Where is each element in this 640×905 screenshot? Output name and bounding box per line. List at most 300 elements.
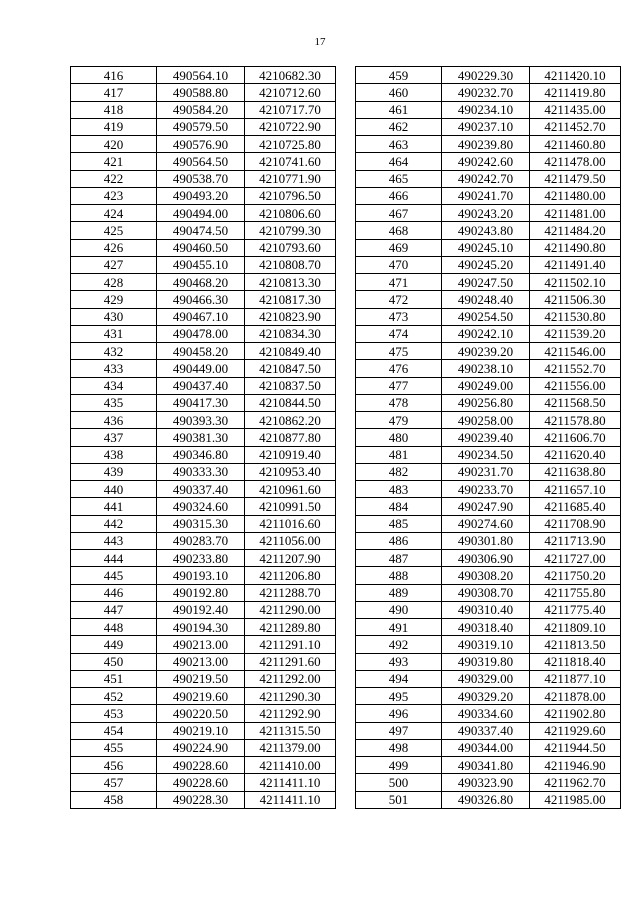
x-coordinate-cell: 490231.70 <box>442 463 530 480</box>
x-coordinate-cell: 490478.00 <box>157 325 245 342</box>
y-coordinate-cell: 4211502.10 <box>530 274 621 291</box>
y-coordinate-cell: 4210877.80 <box>245 429 336 446</box>
table-row <box>356 308 621 325</box>
table-row <box>356 67 621 84</box>
x-coordinate-cell: 490194.30 <box>157 619 245 636</box>
table-row <box>71 291 336 308</box>
y-coordinate-cell: 4210806.60 <box>245 205 336 222</box>
point-number-cell: 422 <box>71 170 157 187</box>
y-coordinate-cell: 4211419.80 <box>530 84 621 101</box>
y-coordinate-cell: 4211379.00 <box>245 739 336 756</box>
table-body-left <box>71 67 336 809</box>
table-row <box>356 429 621 446</box>
x-coordinate-cell: 490466.30 <box>157 291 245 308</box>
point-number-cell: 418 <box>71 101 157 118</box>
point-number-cell: 463 <box>356 136 442 153</box>
table-row <box>71 394 336 411</box>
table-row <box>356 550 621 567</box>
x-coordinate-cell: 490239.80 <box>442 136 530 153</box>
x-coordinate-cell: 490192.80 <box>157 584 245 601</box>
y-coordinate-cell: 4211292.00 <box>245 670 336 687</box>
point-number-cell: 441 <box>71 498 157 515</box>
point-number-cell: 453 <box>71 705 157 722</box>
table-row <box>71 118 336 135</box>
point-number-cell: 426 <box>71 239 157 256</box>
y-coordinate-cell: 4211929.60 <box>530 722 621 739</box>
point-number-cell: 500 <box>356 774 442 791</box>
table-row <box>71 705 336 722</box>
y-coordinate-cell: 4210808.70 <box>245 256 336 273</box>
y-coordinate-cell: 4211206.80 <box>245 567 336 584</box>
point-number-cell: 458 <box>71 791 157 808</box>
point-number-cell: 456 <box>71 757 157 774</box>
y-coordinate-cell: 4211775.40 <box>530 601 621 618</box>
table-row <box>356 256 621 273</box>
point-number-cell: 427 <box>71 256 157 273</box>
y-coordinate-cell: 4210799.30 <box>245 222 336 239</box>
table-row <box>71 101 336 118</box>
point-number-cell: 484 <box>356 498 442 515</box>
x-coordinate-cell: 490344.00 <box>442 739 530 756</box>
x-coordinate-cell: 490234.50 <box>442 446 530 463</box>
point-number-cell: 448 <box>71 619 157 636</box>
y-coordinate-cell: 4211506.30 <box>530 291 621 308</box>
x-coordinate-cell: 490242.10 <box>442 325 530 342</box>
x-coordinate-cell: 490242.70 <box>442 170 530 187</box>
table-row <box>71 619 336 636</box>
y-coordinate-cell: 4210823.90 <box>245 308 336 325</box>
table-row <box>356 705 621 722</box>
x-coordinate-cell: 490455.10 <box>157 256 245 273</box>
x-coordinate-cell: 490493.20 <box>157 187 245 204</box>
table-row <box>356 377 621 394</box>
page-number: 17 <box>314 36 326 48</box>
x-coordinate-cell: 490247.50 <box>442 274 530 291</box>
point-number-cell: 455 <box>71 739 157 756</box>
table-row <box>71 84 336 101</box>
point-number-cell: 449 <box>71 636 157 653</box>
point-number-cell: 450 <box>71 653 157 670</box>
table-row <box>356 757 621 774</box>
point-number-cell: 432 <box>71 343 157 360</box>
table-row <box>356 619 621 636</box>
point-number-cell: 442 <box>71 515 157 532</box>
table-row <box>71 325 336 342</box>
y-coordinate-cell: 4210712.60 <box>245 84 336 101</box>
x-coordinate-cell: 490224.90 <box>157 739 245 756</box>
table-row <box>356 498 621 515</box>
x-coordinate-cell: 490393.30 <box>157 412 245 429</box>
table-row <box>71 377 336 394</box>
table-row <box>356 584 621 601</box>
table-row <box>356 274 621 291</box>
y-coordinate-cell: 4211539.20 <box>530 325 621 342</box>
table-row <box>71 722 336 739</box>
y-coordinate-cell: 4211452.70 <box>530 118 621 135</box>
table-row <box>356 481 621 498</box>
table-row <box>71 550 336 567</box>
y-coordinate-cell: 4211481.00 <box>530 205 621 222</box>
x-coordinate-cell: 490308.70 <box>442 584 530 601</box>
table-row <box>71 360 336 377</box>
x-coordinate-cell: 490319.10 <box>442 636 530 653</box>
y-coordinate-cell: 4211435.00 <box>530 101 621 118</box>
x-coordinate-cell: 490538.70 <box>157 170 245 187</box>
y-coordinate-cell: 4211315.50 <box>245 722 336 739</box>
table-row <box>356 567 621 584</box>
y-coordinate-cell: 4211546.00 <box>530 343 621 360</box>
point-number-cell: 428 <box>71 274 157 291</box>
y-coordinate-cell: 4211530.80 <box>530 308 621 325</box>
point-number-cell: 425 <box>71 222 157 239</box>
x-coordinate-cell: 490241.70 <box>442 187 530 204</box>
y-coordinate-cell: 4211727.00 <box>530 550 621 567</box>
table-row <box>356 325 621 342</box>
y-coordinate-cell: 4211620.40 <box>530 446 621 463</box>
point-number-cell: 466 <box>356 187 442 204</box>
x-coordinate-cell: 490243.20 <box>442 205 530 222</box>
x-coordinate-cell: 490588.80 <box>157 84 245 101</box>
point-number-cell: 483 <box>356 481 442 498</box>
point-number-cell: 493 <box>356 653 442 670</box>
table-row <box>71 412 336 429</box>
table-row <box>71 205 336 222</box>
point-number-cell: 431 <box>71 325 157 342</box>
y-coordinate-cell: 4210834.30 <box>245 325 336 342</box>
point-number-cell: 461 <box>356 101 442 118</box>
x-coordinate-cell: 490239.20 <box>442 343 530 360</box>
point-number-cell: 439 <box>71 463 157 480</box>
point-number-cell: 498 <box>356 739 442 756</box>
table-row <box>71 688 336 705</box>
table-row <box>71 739 336 756</box>
x-coordinate-cell: 490576.90 <box>157 136 245 153</box>
y-coordinate-cell: 4211016.60 <box>245 515 336 532</box>
y-coordinate-cell: 4210953.40 <box>245 463 336 480</box>
point-number-cell: 468 <box>356 222 442 239</box>
point-number-cell: 434 <box>71 377 157 394</box>
table-row <box>71 670 336 687</box>
x-coordinate-cell: 490333.30 <box>157 463 245 480</box>
y-coordinate-cell: 4210771.90 <box>245 170 336 187</box>
x-coordinate-cell: 490245.20 <box>442 256 530 273</box>
table-row <box>356 722 621 739</box>
point-number-cell: 482 <box>356 463 442 480</box>
x-coordinate-cell: 490228.60 <box>157 757 245 774</box>
table-row <box>356 636 621 653</box>
x-coordinate-cell: 490334.60 <box>442 705 530 722</box>
point-number-cell: 488 <box>356 567 442 584</box>
table-body-right <box>356 67 621 809</box>
table-row <box>356 463 621 480</box>
table-row <box>356 84 621 101</box>
y-coordinate-cell: 4210793.60 <box>245 239 336 256</box>
y-coordinate-cell: 4211638.80 <box>530 463 621 480</box>
point-number-cell: 495 <box>356 688 442 705</box>
x-coordinate-cell: 490584.20 <box>157 101 245 118</box>
x-coordinate-cell: 490564.50 <box>157 153 245 170</box>
x-coordinate-cell: 490193.10 <box>157 567 245 584</box>
point-number-cell: 430 <box>71 308 157 325</box>
y-coordinate-cell: 4211411.10 <box>245 774 336 791</box>
table-row <box>356 532 621 549</box>
table-row <box>71 636 336 653</box>
y-coordinate-cell: 4211985.00 <box>530 791 621 808</box>
point-number-cell: 421 <box>71 153 157 170</box>
x-coordinate-cell: 490564.10 <box>157 67 245 84</box>
point-number-cell: 460 <box>356 84 442 101</box>
x-coordinate-cell: 490323.90 <box>442 774 530 791</box>
x-coordinate-cell: 490228.60 <box>157 774 245 791</box>
x-coordinate-cell: 490249.00 <box>442 377 530 394</box>
table-row <box>356 774 621 791</box>
point-number-cell: 464 <box>356 153 442 170</box>
y-coordinate-cell: 4211460.80 <box>530 136 621 153</box>
y-coordinate-cell: 4211809.10 <box>530 619 621 636</box>
table-row <box>356 515 621 532</box>
point-number-cell: 497 <box>356 722 442 739</box>
y-coordinate-cell: 4211420.10 <box>530 67 621 84</box>
y-coordinate-cell: 4210717.70 <box>245 101 336 118</box>
table-row <box>356 187 621 204</box>
y-coordinate-cell: 4211813.50 <box>530 636 621 653</box>
point-number-cell: 496 <box>356 705 442 722</box>
x-coordinate-cell: 490319.80 <box>442 653 530 670</box>
point-number-cell: 438 <box>71 446 157 463</box>
point-number-cell: 424 <box>71 205 157 222</box>
x-coordinate-cell: 490329.20 <box>442 688 530 705</box>
y-coordinate-cell: 4210722.90 <box>245 118 336 135</box>
x-coordinate-cell: 490326.80 <box>442 791 530 808</box>
table-row <box>356 739 621 756</box>
y-coordinate-cell: 4211657.10 <box>530 481 621 498</box>
point-number-cell: 423 <box>71 187 157 204</box>
x-coordinate-cell: 490242.60 <box>442 153 530 170</box>
table-row <box>356 101 621 118</box>
table-row <box>71 481 336 498</box>
x-coordinate-cell: 490219.50 <box>157 670 245 687</box>
point-number-cell: 477 <box>356 377 442 394</box>
x-coordinate-cell: 490458.20 <box>157 343 245 360</box>
y-coordinate-cell: 4210844.50 <box>245 394 336 411</box>
table-row <box>356 343 621 360</box>
y-coordinate-cell: 4210741.60 <box>245 153 336 170</box>
table-row <box>71 515 336 532</box>
table-row <box>71 757 336 774</box>
point-number-cell: 445 <box>71 567 157 584</box>
point-number-cell: 499 <box>356 757 442 774</box>
point-number-cell: 433 <box>71 360 157 377</box>
x-coordinate-cell: 490228.30 <box>157 791 245 808</box>
table-row <box>71 567 336 584</box>
table-row <box>71 239 336 256</box>
y-coordinate-cell: 4210813.30 <box>245 274 336 291</box>
y-coordinate-cell: 4211490.80 <box>530 239 621 256</box>
y-coordinate-cell: 4211962.70 <box>530 774 621 791</box>
table-row <box>71 774 336 791</box>
table-row <box>356 136 621 153</box>
x-coordinate-cell: 490494.00 <box>157 205 245 222</box>
y-coordinate-cell: 4210991.50 <box>245 498 336 515</box>
x-coordinate-cell: 490234.10 <box>442 101 530 118</box>
x-coordinate-cell: 490256.80 <box>442 394 530 411</box>
x-coordinate-cell: 490213.00 <box>157 653 245 670</box>
table-row <box>71 584 336 601</box>
x-coordinate-cell: 490474.50 <box>157 222 245 239</box>
point-number-cell: 436 <box>71 412 157 429</box>
y-coordinate-cell: 4210796.50 <box>245 187 336 204</box>
x-coordinate-cell: 490337.40 <box>157 481 245 498</box>
table-row <box>71 446 336 463</box>
y-coordinate-cell: 4211556.00 <box>530 377 621 394</box>
y-coordinate-cell: 4211207.90 <box>245 550 336 567</box>
table-row <box>71 463 336 480</box>
point-number-cell: 443 <box>71 532 157 549</box>
table-row <box>71 274 336 291</box>
x-coordinate-cell: 490232.70 <box>442 84 530 101</box>
x-coordinate-cell: 490219.60 <box>157 688 245 705</box>
x-coordinate-cell: 490417.30 <box>157 394 245 411</box>
point-number-cell: 471 <box>356 274 442 291</box>
x-coordinate-cell: 490467.10 <box>157 308 245 325</box>
y-coordinate-cell: 4211480.00 <box>530 187 621 204</box>
coordinates-table-right <box>355 66 621 809</box>
point-number-cell: 437 <box>71 429 157 446</box>
point-number-cell: 489 <box>356 584 442 601</box>
table-row <box>356 205 621 222</box>
x-coordinate-cell: 490243.80 <box>442 222 530 239</box>
y-coordinate-cell: 4211713.90 <box>530 532 621 549</box>
table-row <box>356 791 621 808</box>
table-row <box>356 688 621 705</box>
point-number-cell: 444 <box>71 550 157 567</box>
y-coordinate-cell: 4211902.80 <box>530 705 621 722</box>
x-coordinate-cell: 490229.30 <box>442 67 530 84</box>
x-coordinate-cell: 490310.40 <box>442 601 530 618</box>
point-number-cell: 462 <box>356 118 442 135</box>
y-coordinate-cell: 4211708.90 <box>530 515 621 532</box>
point-number-cell: 480 <box>356 429 442 446</box>
y-coordinate-cell: 4211818.40 <box>530 653 621 670</box>
x-coordinate-cell: 490460.50 <box>157 239 245 256</box>
y-coordinate-cell: 4210682.30 <box>245 67 336 84</box>
table-row <box>356 670 621 687</box>
point-number-cell: 492 <box>356 636 442 653</box>
coordinates-table-left <box>70 66 336 809</box>
y-coordinate-cell: 4210961.60 <box>245 481 336 498</box>
y-coordinate-cell: 4211056.00 <box>245 532 336 549</box>
x-coordinate-cell: 490579.50 <box>157 118 245 135</box>
x-coordinate-cell: 490337.40 <box>442 722 530 739</box>
point-number-cell: 457 <box>71 774 157 791</box>
y-coordinate-cell: 4211755.80 <box>530 584 621 601</box>
point-number-cell: 465 <box>356 170 442 187</box>
x-coordinate-cell: 490258.00 <box>442 412 530 429</box>
y-coordinate-cell: 4211289.80 <box>245 619 336 636</box>
point-number-cell: 446 <box>71 584 157 601</box>
table-row <box>356 153 621 170</box>
y-coordinate-cell: 4211491.40 <box>530 256 621 273</box>
x-coordinate-cell: 490237.10 <box>442 118 530 135</box>
table-row <box>356 360 621 377</box>
x-coordinate-cell: 490245.10 <box>442 239 530 256</box>
x-coordinate-cell: 490437.40 <box>157 377 245 394</box>
x-coordinate-cell: 490283.70 <box>157 532 245 549</box>
point-number-cell: 420 <box>71 136 157 153</box>
point-number-cell: 454 <box>71 722 157 739</box>
x-coordinate-cell: 490308.20 <box>442 567 530 584</box>
x-coordinate-cell: 490468.20 <box>157 274 245 291</box>
table-row <box>71 343 336 360</box>
y-coordinate-cell: 4211288.70 <box>245 584 336 601</box>
y-coordinate-cell: 4211877.10 <box>530 670 621 687</box>
point-number-cell: 474 <box>356 325 442 342</box>
y-coordinate-cell: 4210837.50 <box>245 377 336 394</box>
y-coordinate-cell: 4210725.80 <box>245 136 336 153</box>
x-coordinate-cell: 490318.40 <box>442 619 530 636</box>
x-coordinate-cell: 490301.80 <box>442 532 530 549</box>
y-coordinate-cell: 4211946.90 <box>530 757 621 774</box>
y-coordinate-cell: 4211479.50 <box>530 170 621 187</box>
y-coordinate-cell: 4211750.20 <box>530 567 621 584</box>
x-coordinate-cell: 490449.00 <box>157 360 245 377</box>
point-number-cell: 417 <box>71 84 157 101</box>
x-coordinate-cell: 490233.70 <box>442 481 530 498</box>
table-row <box>71 67 336 84</box>
point-number-cell: 494 <box>356 670 442 687</box>
y-coordinate-cell: 4211685.40 <box>530 498 621 515</box>
x-coordinate-cell: 490192.40 <box>157 601 245 618</box>
table-row <box>71 136 336 153</box>
y-coordinate-cell: 4211944.50 <box>530 739 621 756</box>
x-coordinate-cell: 490315.30 <box>157 515 245 532</box>
y-coordinate-cell: 4210847.50 <box>245 360 336 377</box>
x-coordinate-cell: 490248.40 <box>442 291 530 308</box>
table-row <box>71 170 336 187</box>
y-coordinate-cell: 4211484.20 <box>530 222 621 239</box>
x-coordinate-cell: 490247.90 <box>442 498 530 515</box>
y-coordinate-cell: 4211290.30 <box>245 688 336 705</box>
table-row <box>356 653 621 670</box>
x-coordinate-cell: 490346.80 <box>157 446 245 463</box>
point-number-cell: 452 <box>71 688 157 705</box>
y-coordinate-cell: 4211568.50 <box>530 394 621 411</box>
y-coordinate-cell: 4210849.40 <box>245 343 336 360</box>
table-row <box>71 256 336 273</box>
point-number-cell: 440 <box>71 481 157 498</box>
point-number-cell: 486 <box>356 532 442 549</box>
point-number-cell: 467 <box>356 205 442 222</box>
table-row <box>356 601 621 618</box>
point-number-cell: 491 <box>356 619 442 636</box>
y-coordinate-cell: 4210862.20 <box>245 412 336 429</box>
table-row <box>356 446 621 463</box>
point-number-cell: 485 <box>356 515 442 532</box>
table-row <box>71 498 336 515</box>
point-number-cell: 470 <box>356 256 442 273</box>
point-number-cell: 479 <box>356 412 442 429</box>
y-coordinate-cell: 4211291.60 <box>245 653 336 670</box>
point-number-cell: 469 <box>356 239 442 256</box>
point-number-cell: 447 <box>71 601 157 618</box>
table-row <box>356 291 621 308</box>
x-coordinate-cell: 490324.60 <box>157 498 245 515</box>
y-coordinate-cell: 4210817.30 <box>245 291 336 308</box>
point-number-cell: 475 <box>356 343 442 360</box>
y-coordinate-cell: 4211578.80 <box>530 412 621 429</box>
point-number-cell: 435 <box>71 394 157 411</box>
x-coordinate-cell: 490219.10 <box>157 722 245 739</box>
